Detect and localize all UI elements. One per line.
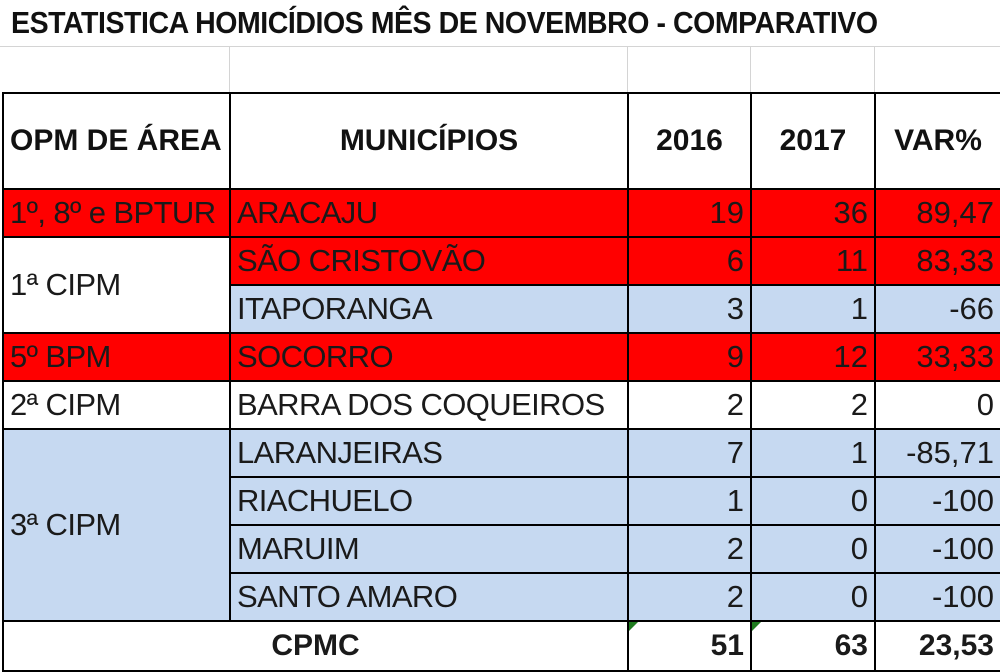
value-2017-cell: 0 (751, 477, 875, 525)
value-2017-cell: 11 (751, 237, 875, 285)
cell-comment-marker (752, 622, 761, 631)
var-cell: -100 (875, 477, 1000, 525)
header-2016: 2016 (628, 93, 751, 189)
header-municipios: MUNICÍPIOS (230, 93, 628, 189)
header-opm: OPM DE ÁREA (3, 93, 230, 189)
table-row (3, 333, 1000, 381)
table-header-row (3, 93, 1000, 189)
value-2017-cell: 1 (751, 429, 875, 477)
gridline (627, 46, 628, 92)
total-label-cell: CPMC (3, 621, 628, 671)
opm-cell: 5º BPM (3, 333, 230, 381)
value-2016-cell: 2 (628, 525, 751, 573)
gridline (0, 46, 1000, 47)
spreadsheet-area (0, 46, 1000, 664)
table-row (3, 189, 1000, 237)
cell-comment-marker (629, 622, 638, 631)
municipio-cell: SÃO CRISTOVÃO (230, 237, 628, 285)
opm-cell: 3ª CIPM (3, 429, 230, 621)
value-2016-cell: 1 (628, 477, 751, 525)
municipio-cell: SOCORRO (230, 333, 628, 381)
total-2017-cell: 63 (751, 621, 875, 671)
homicide-table (2, 92, 1000, 672)
table-row (3, 237, 1000, 285)
municipio-cell: ARACAJU (230, 189, 628, 237)
value-2016-cell: 7 (628, 429, 751, 477)
value-2017-cell: 12 (751, 333, 875, 381)
municipio-cell: LARANJEIRAS (230, 429, 628, 477)
gridline (874, 46, 875, 92)
value-2016-cell: 9 (628, 333, 751, 381)
value-2016-cell: 2 (628, 381, 751, 429)
total-var-cell: 23,53 (875, 621, 1000, 671)
table-row (3, 429, 1000, 477)
value-2016-cell: 19 (628, 189, 751, 237)
header-var: VAR% (875, 93, 1000, 189)
value-2016-cell: 6 (628, 237, 751, 285)
opm-cell: 1º, 8º e BPTUR (3, 189, 230, 237)
var-cell: 83,33 (875, 237, 1000, 285)
var-cell: 33,33 (875, 333, 1000, 381)
value-2017-cell: 0 (751, 525, 875, 573)
opm-cell: 2ª CIPM (3, 381, 230, 429)
value-2017-cell: 1 (751, 285, 875, 333)
table-row (3, 381, 1000, 429)
var-cell: 0 (875, 381, 1000, 429)
municipio-cell: RIACHUELO (230, 477, 628, 525)
municipio-cell: BARRA DOS COQUEIROS (230, 381, 628, 429)
municipio-cell: SANTO AMARO (230, 573, 628, 621)
municipio-cell: ITAPORANGA (230, 285, 628, 333)
municipio-cell: MARUIM (230, 525, 628, 573)
var-cell: -66 (875, 285, 1000, 333)
var-cell: 89,47 (875, 189, 1000, 237)
value-2017-cell: 36 (751, 189, 875, 237)
gridline (229, 46, 230, 92)
value-2016-cell: 2 (628, 573, 751, 621)
opm-cell: 1ª CIPM (3, 237, 230, 333)
value-2017-cell: 2 (751, 381, 875, 429)
var-cell: -85,71 (875, 429, 1000, 477)
var-cell: -100 (875, 525, 1000, 573)
value-2016-cell: 3 (628, 285, 751, 333)
var-cell: -100 (875, 573, 1000, 621)
header-2017: 2017 (751, 93, 875, 189)
total-2016-cell: 51 (628, 621, 751, 671)
value-2017-cell: 0 (751, 573, 875, 621)
gridline (750, 46, 751, 92)
page-title: ESTATISTICA HOMICÍDIOS MÊS DE NOVEMBRO - COMPARATIVO (11, 5, 878, 40)
